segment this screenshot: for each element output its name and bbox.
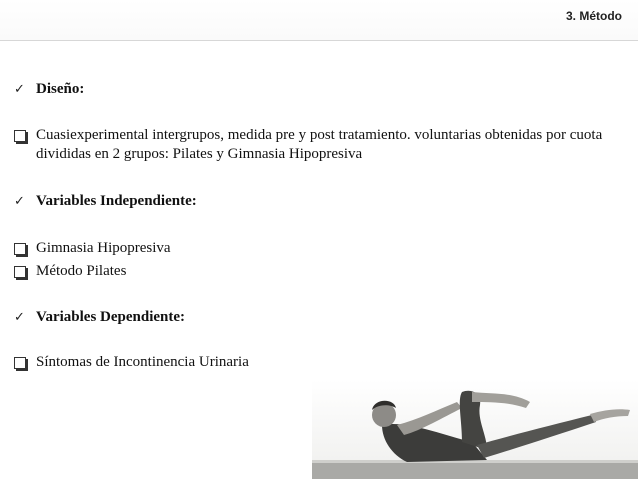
check-icon: ✓ [14,82,25,97]
slide-header [0,0,638,41]
square-bullet-icon [14,357,26,369]
square-bullet-icon [14,130,26,142]
diseno-description: Cuasiexperimental intergrupos, medida pre y post tratamiento. voluntarias obtenidas por cuota divididas en 2 grupos: Pilates y Gimnasia Hipopresiva [36,127,603,162]
square-bullet-icon [14,266,26,278]
independiente-item: Método Pilates [36,263,127,279]
heading-diseno-row [14,80,84,99]
dependiente-item: Síntomas de Incontinencia Urinaria [36,354,249,370]
diseno-description-row [14,126,611,164]
check-icon: ✓ [14,310,25,325]
heading-dependiente: Variables Dependiente: [36,309,186,325]
independiente-item: Gimnasia Hipopresiva [36,240,171,256]
check-icon: ✓ [14,194,25,209]
list-item [14,353,249,372]
section-title: 3. Método [566,9,622,23]
pilates-photo [312,380,638,479]
heading-diseno: Diseño: [36,81,85,97]
heading-independiente-row [14,192,197,211]
list-item [14,262,126,281]
heading-independiente: Variables Independiente: [36,193,197,209]
square-bullet-icon [14,243,26,255]
list-item [14,239,171,258]
heading-dependiente-row [14,308,185,327]
